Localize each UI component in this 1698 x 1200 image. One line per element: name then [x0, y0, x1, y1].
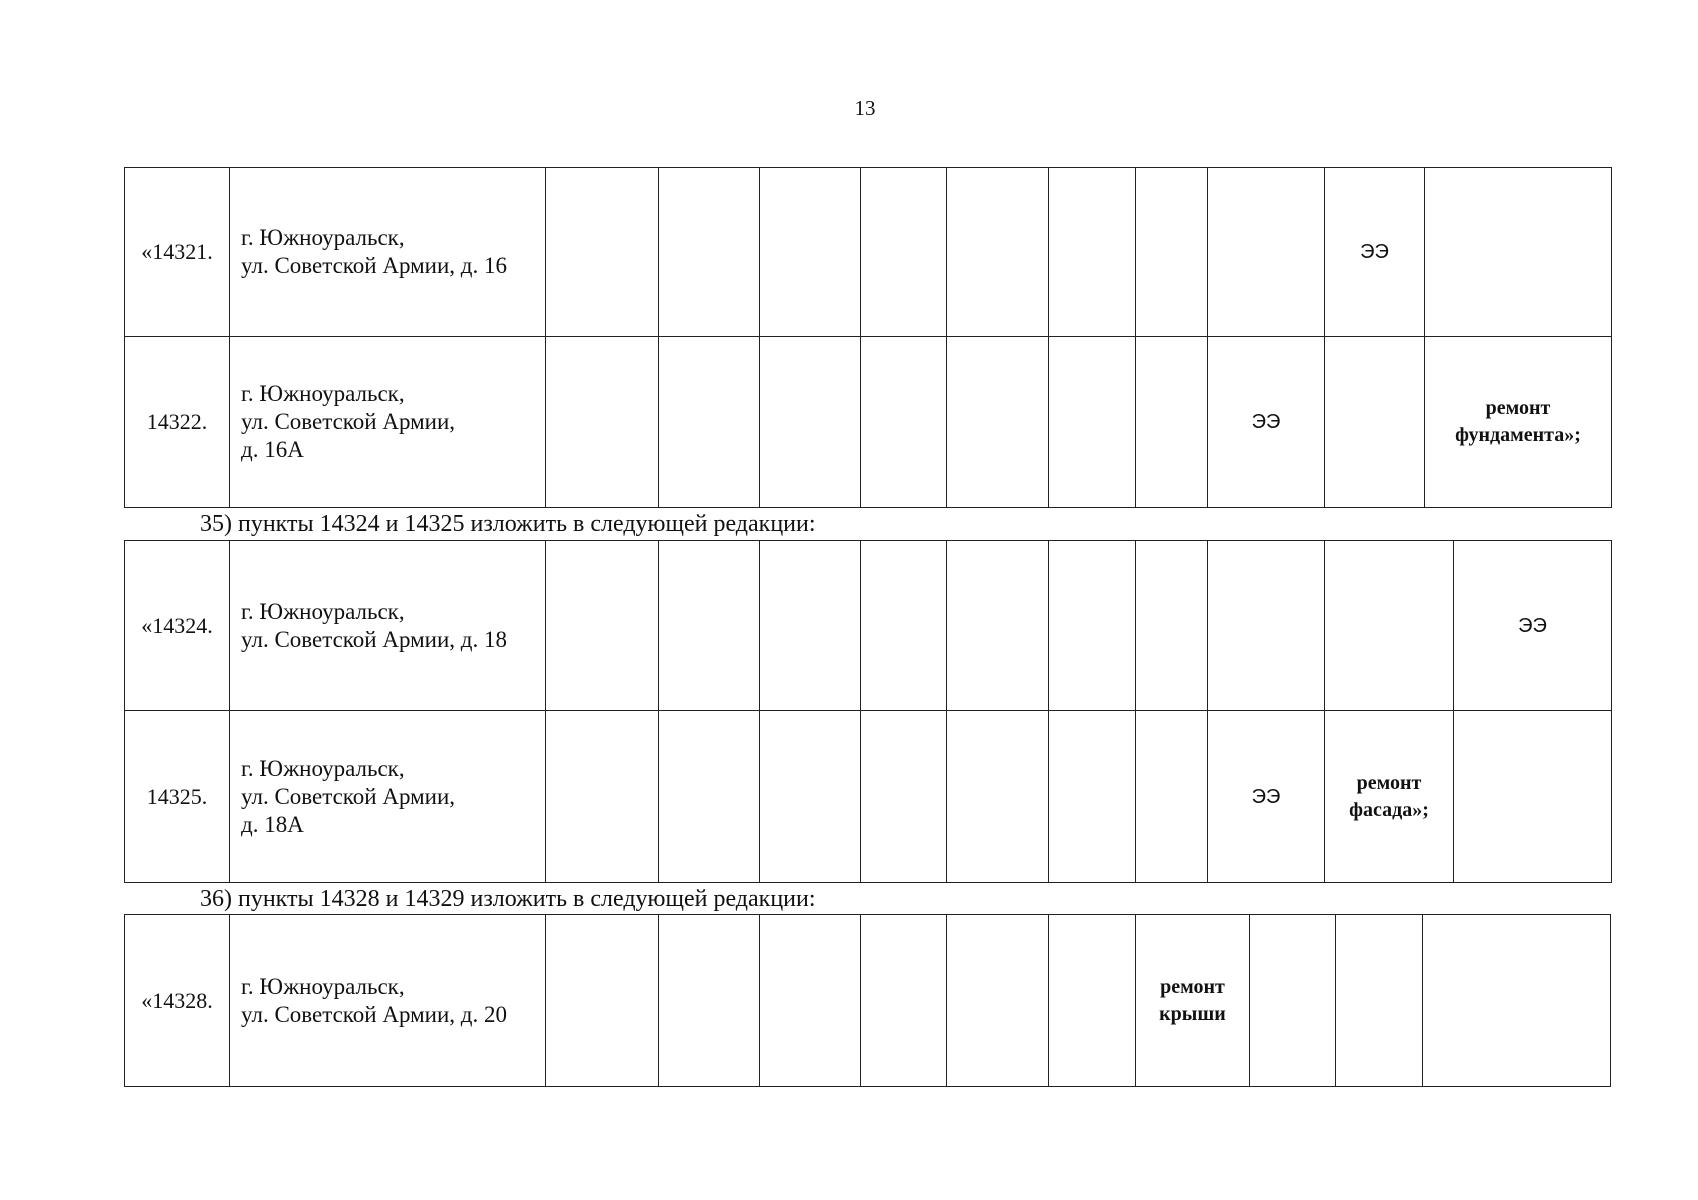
- table-cell: [546, 337, 659, 508]
- address-house: д. 18А: [241, 811, 304, 837]
- table-row: [125, 541, 1612, 711]
- table-cell: [861, 168, 947, 337]
- table-cell: [659, 337, 760, 508]
- work-type-cell: ремонт фасада»;: [1325, 711, 1454, 883]
- table-cell: [1049, 915, 1136, 1087]
- table-cell: [1423, 915, 1611, 1087]
- table-row: [125, 168, 1612, 337]
- address-street: ул. Советской Армии,: [241, 409, 456, 434]
- ee-mark: ЭЭ: [1208, 337, 1325, 508]
- page-number: 13: [854, 96, 876, 120]
- address-city: г. Южноуральск,: [241, 755, 405, 781]
- address-house: д. 16А: [241, 437, 304, 462]
- table-cell: [760, 168, 861, 337]
- table-cell: [1425, 168, 1612, 337]
- amendment-heading-35: 35) пункты 14324 и 14325 изложить в следующей редакции:: [200, 511, 816, 537]
- row-number: 14325.: [125, 711, 230, 883]
- work-type-cell: ремонт фундамента»;: [1425, 337, 1612, 508]
- table-cell: [861, 541, 947, 711]
- table-cell: [659, 711, 760, 883]
- table-cell: [1049, 337, 1136, 508]
- address-city: г. Южноуральск,: [241, 598, 405, 624]
- address-cell: [230, 915, 546, 1087]
- table-cell: [947, 711, 1049, 883]
- table-2: [124, 540, 1612, 883]
- row-number: «14321.: [125, 168, 230, 337]
- table-cell: [659, 541, 760, 711]
- table-cell: [1136, 337, 1208, 508]
- table-cell: [546, 541, 659, 711]
- table-cell: [760, 541, 861, 711]
- table-row: [125, 915, 1611, 1087]
- table-cell: [1049, 168, 1136, 337]
- table-cell: [947, 168, 1049, 337]
- address-cell: [230, 711, 546, 883]
- address-street: ул. Советской Армии, д. 20: [241, 1001, 507, 1027]
- table-cell: [1325, 337, 1425, 508]
- table-cell: [947, 915, 1049, 1087]
- table-cell: [861, 711, 947, 883]
- table-cell: [1325, 541, 1454, 711]
- table-3: [124, 914, 1611, 1087]
- table-cell: [760, 337, 861, 508]
- address-city: г. Южноуральск,: [241, 381, 405, 406]
- table-cell: [947, 337, 1049, 508]
- address-city: г. Южноуральск,: [241, 973, 405, 999]
- table-cell: [1049, 541, 1136, 711]
- table-cell: [1049, 711, 1136, 883]
- ee-mark: ЭЭ: [1208, 711, 1325, 883]
- address-street: ул. Советской Армии, д. 18: [241, 626, 507, 652]
- table-row: [125, 711, 1612, 883]
- address-street: ул. Советской Армии,: [241, 783, 456, 809]
- address-cell: [230, 541, 546, 711]
- row-number: «14328.: [125, 915, 230, 1087]
- address-city: г. Южноуральск,: [241, 225, 405, 250]
- address-cell: [230, 168, 546, 337]
- work-type-cell: ремонт крыши: [1136, 915, 1250, 1087]
- table-cell: [1250, 915, 1336, 1087]
- table-cell: [546, 168, 659, 337]
- table-cell: [861, 915, 947, 1087]
- address-cell: [230, 337, 546, 508]
- ee-mark: ЭЭ: [1454, 541, 1612, 711]
- row-number: «14324.: [125, 541, 230, 711]
- table-cell: [760, 915, 861, 1087]
- address-street: ул. Советской Армии, д. 16: [241, 253, 507, 278]
- table-cell: [659, 168, 760, 337]
- table-cell: [861, 337, 947, 508]
- table-cell: [1454, 711, 1612, 883]
- table-cell: [1208, 541, 1325, 711]
- ee-mark: ЭЭ: [1325, 168, 1425, 337]
- table-cell: [546, 711, 659, 883]
- table-cell: [1336, 915, 1423, 1087]
- amendment-heading-36: 36) пункты 14328 и 14329 изложить в следующей редакции:: [200, 886, 816, 912]
- table-cell: [1136, 541, 1208, 711]
- row-number: 14322.: [125, 337, 230, 508]
- table-cell: [1136, 711, 1208, 883]
- table-cell: [760, 711, 861, 883]
- table-cell: [659, 915, 760, 1087]
- table-cell: [947, 541, 1049, 711]
- table-cell: [1208, 168, 1325, 337]
- table-1: [124, 167, 1612, 508]
- table-row: [125, 337, 1612, 508]
- table-cell: [1136, 168, 1208, 337]
- table-cell: [546, 915, 659, 1087]
